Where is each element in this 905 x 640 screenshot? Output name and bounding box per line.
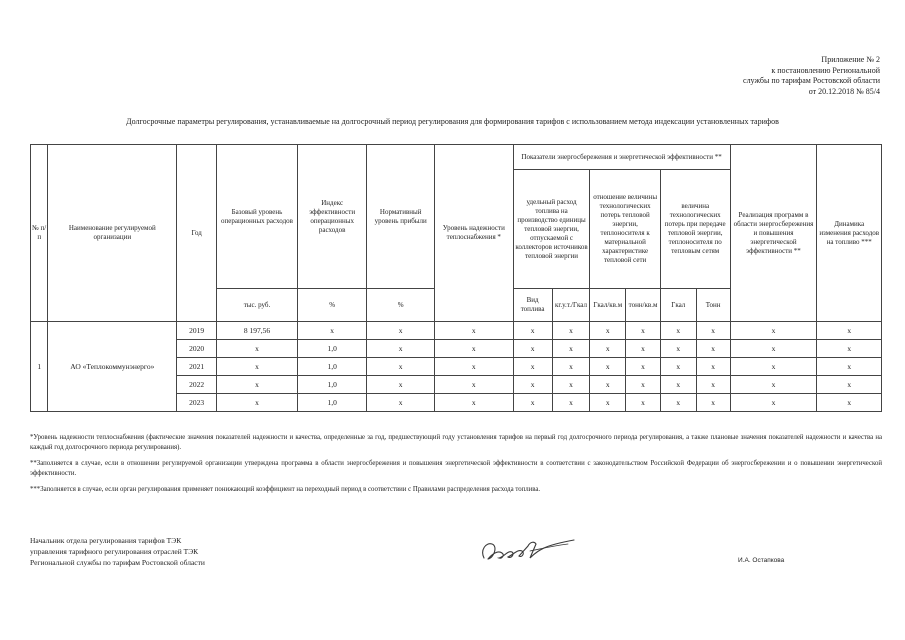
unit-gcal-sqm: Гкал/кв.м [590, 289, 626, 322]
cell-efficiency-index: 1,0 [297, 376, 367, 394]
footnote-fuel-dynamics: ***Заполняется в случае, если орган регулирования применяет понижающий коэффициент на переходный период в соответствии с Правилами распределения расхода топлива. [30, 486, 541, 493]
appendix-line-4: от 20.12.2018 № 85/4 [808, 86, 880, 96]
cell-tonn: х [696, 394, 730, 412]
cell-reliability: х [434, 340, 513, 358]
signer-block [30, 535, 205, 568]
cell-kg-gcal: х [552, 376, 590, 394]
unit-kg-gcal: кг.у.т./Гкал [552, 289, 590, 322]
cell-gcal-sqm: х [590, 322, 626, 340]
cell-tonn: х [696, 358, 730, 376]
header-dynamics: Динамика изменения расходов на топливо *** [817, 145, 882, 322]
header-program: Реализация программ в области энергосбережения и повышения энергетической эффективности ** [730, 145, 817, 322]
cell-base-level: 8 197,56 [217, 322, 298, 340]
cell-efficiency-index: х [297, 322, 367, 340]
cell-fuel-type: х [513, 322, 552, 340]
cell-dynamics: х [817, 358, 882, 376]
cell-norm-profit: х [367, 376, 435, 394]
cell-gcal-sqm: х [590, 358, 626, 376]
cell-year: 2023 [177, 394, 217, 412]
cell-efficiency-index: 1,0 [297, 394, 367, 412]
cell-year: 2020 [177, 340, 217, 358]
header-energy-group: Показатели энергосбережения и энергетической эффективности ** [513, 145, 730, 170]
cell-gcal-sqm: х [590, 340, 626, 358]
header-reliability: Уровень надежности теплоснабжения * [434, 145, 513, 322]
cell-efficiency-index: 1,0 [297, 358, 367, 376]
cell-fuel-type: х [513, 394, 552, 412]
cell-gcal-sqm: х [590, 394, 626, 412]
cell-fuel-type: х [513, 358, 552, 376]
unit-fuel-type: Вид топлива [513, 289, 552, 322]
unit-t-sqm: тонн/кв.м [626, 289, 661, 322]
header-num: № п/п [31, 145, 48, 322]
cell-dynamics: х [817, 340, 882, 358]
cell-reliability: х [434, 358, 513, 376]
cell-gcal: х [660, 394, 696, 412]
cell-tonn: х [696, 322, 730, 340]
cell-norm-profit: х [367, 358, 435, 376]
cell-base-level: х [217, 376, 298, 394]
cell-program: х [730, 340, 817, 358]
cell-gcal: х [660, 376, 696, 394]
org-name: АО «Теплокоммунэнерго» [48, 322, 177, 412]
cell-efficiency-index: 1,0 [297, 340, 367, 358]
handwritten-signature [478, 532, 583, 568]
header-specific-fuel: удельный расход топлива на производство единицы тепловой энергии, отпускаемой с коллекторов источников тепловой энергии [513, 170, 590, 289]
signer-position-line-1: Начальник отдела регулирования тарифов ТЭК [30, 536, 182, 545]
signer-name: И.А. Остапкова [738, 557, 785, 564]
header-loss-ratio: отношение величины технологических потерь тепловой энергии, теплоносителя к материальной характеристике тепловой сети [590, 170, 661, 289]
footnote-reliability: *Уровень надежности теплоснабжения (фактические значения показателей надежности и качества, определенные за год, предшествующий году установления тарифов на первый год долгосрочного периода регулирования, а также плановые значения показателей надежности и качества на каждый год долгосрочного периода регулирования). [30, 434, 882, 451]
cell-year: 2022 [177, 376, 217, 394]
cell-year: 2021 [177, 358, 217, 376]
signer-position-line-2: управления тарифного регулирования отраслей ТЭК [30, 547, 199, 556]
cell-t-sqm: х [626, 340, 661, 358]
cell-dynamics: х [817, 376, 882, 394]
cell-kg-gcal: х [552, 322, 590, 340]
cell-t-sqm: х [626, 394, 661, 412]
cell-reliability: х [434, 376, 513, 394]
table-row [31, 322, 882, 340]
cell-t-sqm: х [626, 358, 661, 376]
cell-norm-profit: х [367, 394, 435, 412]
unit-tonn: Тонн [696, 289, 730, 322]
cell-kg-gcal: х [552, 358, 590, 376]
signer-position-line-3: Региональной службы по тарифам Ростовской области [30, 558, 205, 567]
header-norm-profit: Нормативный уровень прибыли [367, 145, 435, 289]
cell-program: х [730, 322, 817, 340]
cell-tonn: х [696, 340, 730, 358]
appendix-line-1: Приложение № 2 [821, 55, 880, 64]
header-base-level: Базовый уровень операционных расходов [217, 145, 298, 289]
header-org-name: Наименование регулируемой организации [48, 145, 177, 322]
cell-reliability: х [434, 394, 513, 412]
footnotes [30, 433, 882, 502]
unit-gcal: Гкал [660, 289, 696, 322]
cell-fuel-type: х [513, 376, 552, 394]
appendix-line-3: службы по тарифам Ростовской области [743, 76, 880, 85]
header-loss-value: величина технологических потерь при передаче тепловой энергии, теплоносителя по тепловым сетям [660, 170, 730, 289]
header-efficiency-index: Индекс эффективности операционных расходов [297, 145, 367, 289]
cell-gcal: х [660, 358, 696, 376]
header-year: Год [177, 145, 217, 322]
cell-t-sqm: х [626, 322, 661, 340]
cell-program: х [730, 376, 817, 394]
cell-reliability: х [434, 322, 513, 340]
cell-program: х [730, 358, 817, 376]
unit-norm-profit: % [367, 289, 435, 322]
cell-base-level: х [217, 358, 298, 376]
cell-year: 2019 [177, 322, 217, 340]
cell-norm-profit: х [367, 340, 435, 358]
cell-gcal: х [660, 322, 696, 340]
cell-dynamics: х [817, 322, 882, 340]
cell-gcal-sqm: х [590, 376, 626, 394]
parameters-table [30, 144, 882, 412]
appendix-header [620, 55, 880, 97]
appendix-line-2: к постановлению Региональной [771, 65, 880, 75]
cell-fuel-type: х [513, 340, 552, 358]
cell-program: х [730, 394, 817, 412]
cell-tonn: х [696, 376, 730, 394]
cell-t-sqm: х [626, 376, 661, 394]
unit-efficiency-index: % [297, 289, 367, 322]
cell-norm-profit: х [367, 322, 435, 340]
page-title: Долгосрочные параметры регулирования, устанавливаемые на долгосрочный период регулирования для формирования тарифов с использованием метода индексации установленных тарифов [126, 117, 779, 126]
cell-dynamics: х [817, 394, 882, 412]
cell-kg-gcal: х [552, 340, 590, 358]
cell-kg-gcal: х [552, 394, 590, 412]
cell-gcal: х [660, 340, 696, 358]
org-number: 1 [31, 322, 48, 412]
cell-base-level: х [217, 340, 298, 358]
cell-base-level: х [217, 394, 298, 412]
unit-base-level: тыс. руб. [217, 289, 298, 322]
footnote-energy-program: **Заполняется в случае, если в отношении регулируемой организации утверждена программа в области энергосбережения и повышения энергетической эффективности в соответствии с законодательством Российской Федерации об энергосбережении и о повышении энергетической эффективности. [30, 460, 882, 477]
